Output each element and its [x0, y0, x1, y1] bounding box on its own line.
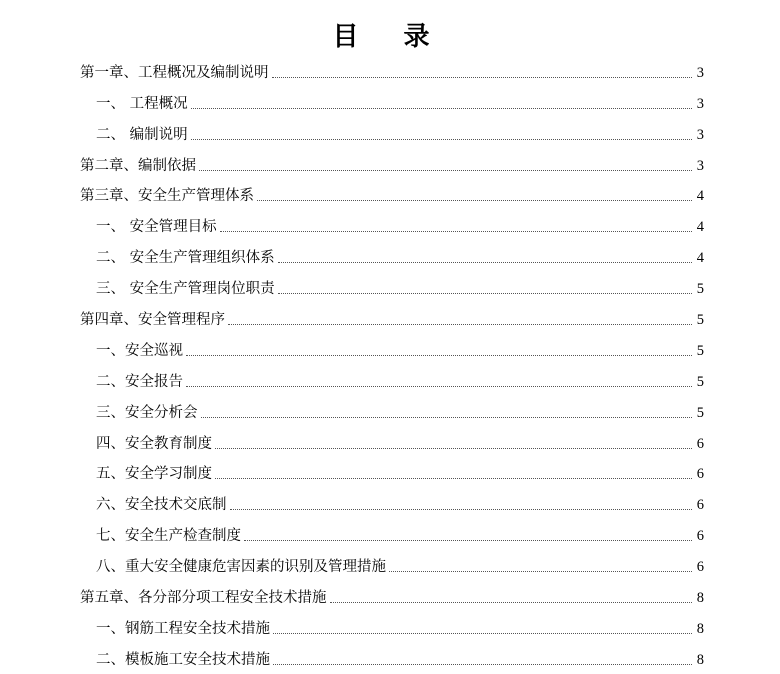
dot-leader — [257, 199, 692, 201]
dot-leader — [278, 261, 692, 263]
toc-entry-label: 三、安全分析会 — [96, 404, 198, 421]
dot-leader — [273, 663, 692, 665]
toc-entry-page: 3 — [696, 64, 704, 81]
toc-entry[interactable] — [80, 608, 704, 639]
toc-entry[interactable] — [80, 639, 704, 670]
toc-entry-page: 8 — [696, 620, 704, 637]
toc-entry[interactable] — [80, 114, 704, 145]
dot-leader — [215, 477, 692, 479]
toc-entry-page: 5 — [696, 281, 704, 298]
toc-entry-label: 六、安全技术交底制 — [96, 497, 227, 514]
toc-entry-label: 八、重大安全健康危害因素的识别及管理措施 — [96, 559, 386, 576]
toc-entry-page: 4 — [696, 188, 704, 205]
table-of-contents — [80, 52, 704, 670]
toc-entry-label: 一、 安全管理目标 — [96, 219, 217, 236]
dot-leader — [244, 539, 692, 541]
toc-entry-label: 第三章、安全生产管理体系 — [80, 188, 254, 205]
toc-entry-page: 5 — [696, 342, 704, 359]
dot-leader — [220, 230, 692, 232]
toc-entry-page: 8 — [696, 651, 704, 668]
toc-entry[interactable] — [80, 176, 704, 207]
dot-leader — [389, 570, 692, 572]
toc-entry-label: 七、安全生产检查制度 — [96, 528, 241, 545]
dot-leader — [330, 601, 693, 603]
toc-entry-label: 第一章、工程概况及编制说明 — [80, 64, 269, 81]
toc-entry-page: 5 — [696, 312, 704, 329]
dot-leader — [186, 354, 692, 356]
toc-entry[interactable] — [80, 361, 704, 392]
toc-entry[interactable] — [80, 546, 704, 577]
toc-entry-page: 6 — [696, 435, 704, 452]
dot-leader — [230, 508, 693, 510]
toc-entry-page: 5 — [696, 404, 704, 421]
dot-leader — [278, 292, 692, 294]
dot-leader — [228, 323, 692, 325]
dot-leader — [199, 169, 692, 171]
toc-entry[interactable] — [80, 423, 704, 454]
toc-entry[interactable] — [80, 577, 704, 608]
toc-entry-page: 6 — [696, 559, 704, 576]
toc-entry-page: 3 — [696, 157, 704, 174]
toc-entry-page: 5 — [696, 373, 704, 390]
toc-entry[interactable] — [80, 145, 704, 176]
toc-entry-label: 一、钢筋工程安全技术措施 — [96, 620, 270, 637]
toc-entry-page: 6 — [696, 497, 704, 514]
toc-entry-label: 五、安全学习制度 — [96, 466, 212, 483]
toc-entry[interactable] — [80, 268, 704, 299]
toc-entry[interactable] — [80, 454, 704, 485]
toc-entry-label: 二、 编制说明 — [96, 126, 188, 143]
toc-entry-page: 6 — [696, 466, 704, 483]
dot-leader — [272, 76, 693, 78]
toc-entry-label: 二、安全报告 — [96, 373, 183, 390]
toc-entry[interactable] — [80, 299, 704, 330]
toc-entry-page: 3 — [696, 126, 704, 143]
dot-leader — [215, 447, 692, 449]
toc-entry-label: 二、模板施工安全技术措施 — [96, 651, 270, 668]
dot-leader — [191, 107, 692, 109]
toc-title: 目 录 — [332, 22, 448, 52]
toc-entry-page: 3 — [696, 95, 704, 112]
toc-entry-page: 4 — [696, 250, 704, 267]
dot-leader — [191, 138, 692, 140]
toc-entry[interactable] — [80, 484, 704, 515]
toc-entry-label: 三、 安全生产管理岗位职责 — [96, 281, 275, 298]
toc-entry-label: 二、 安全生产管理组织体系 — [96, 250, 275, 267]
dot-leader — [273, 632, 692, 634]
toc-entry[interactable] — [80, 206, 704, 237]
toc-entry-label: 第二章、编制依据 — [80, 157, 196, 174]
toc-entry[interactable] — [80, 515, 704, 546]
toc-entry[interactable] — [80, 83, 704, 114]
toc-entry[interactable] — [80, 52, 704, 83]
toc-entry-label: 一、 工程概况 — [96, 95, 188, 112]
toc-entry-label: 一、安全巡视 — [96, 342, 183, 359]
toc-entry-label: 第四章、安全管理程序 — [80, 312, 225, 329]
toc-entry-page: 6 — [696, 528, 704, 545]
toc-entry[interactable] — [80, 392, 704, 423]
toc-entry-label: 第五章、各分部分项工程安全技术措施 — [80, 590, 327, 607]
dot-leader — [186, 385, 692, 387]
toc-entry[interactable] — [80, 237, 704, 268]
toc-entry-page: 8 — [696, 590, 704, 607]
toc-entry[interactable] — [80, 330, 704, 361]
toc-entry-label: 四、安全教育制度 — [96, 435, 212, 452]
toc-entry-page: 4 — [696, 219, 704, 236]
dot-leader — [201, 416, 693, 418]
